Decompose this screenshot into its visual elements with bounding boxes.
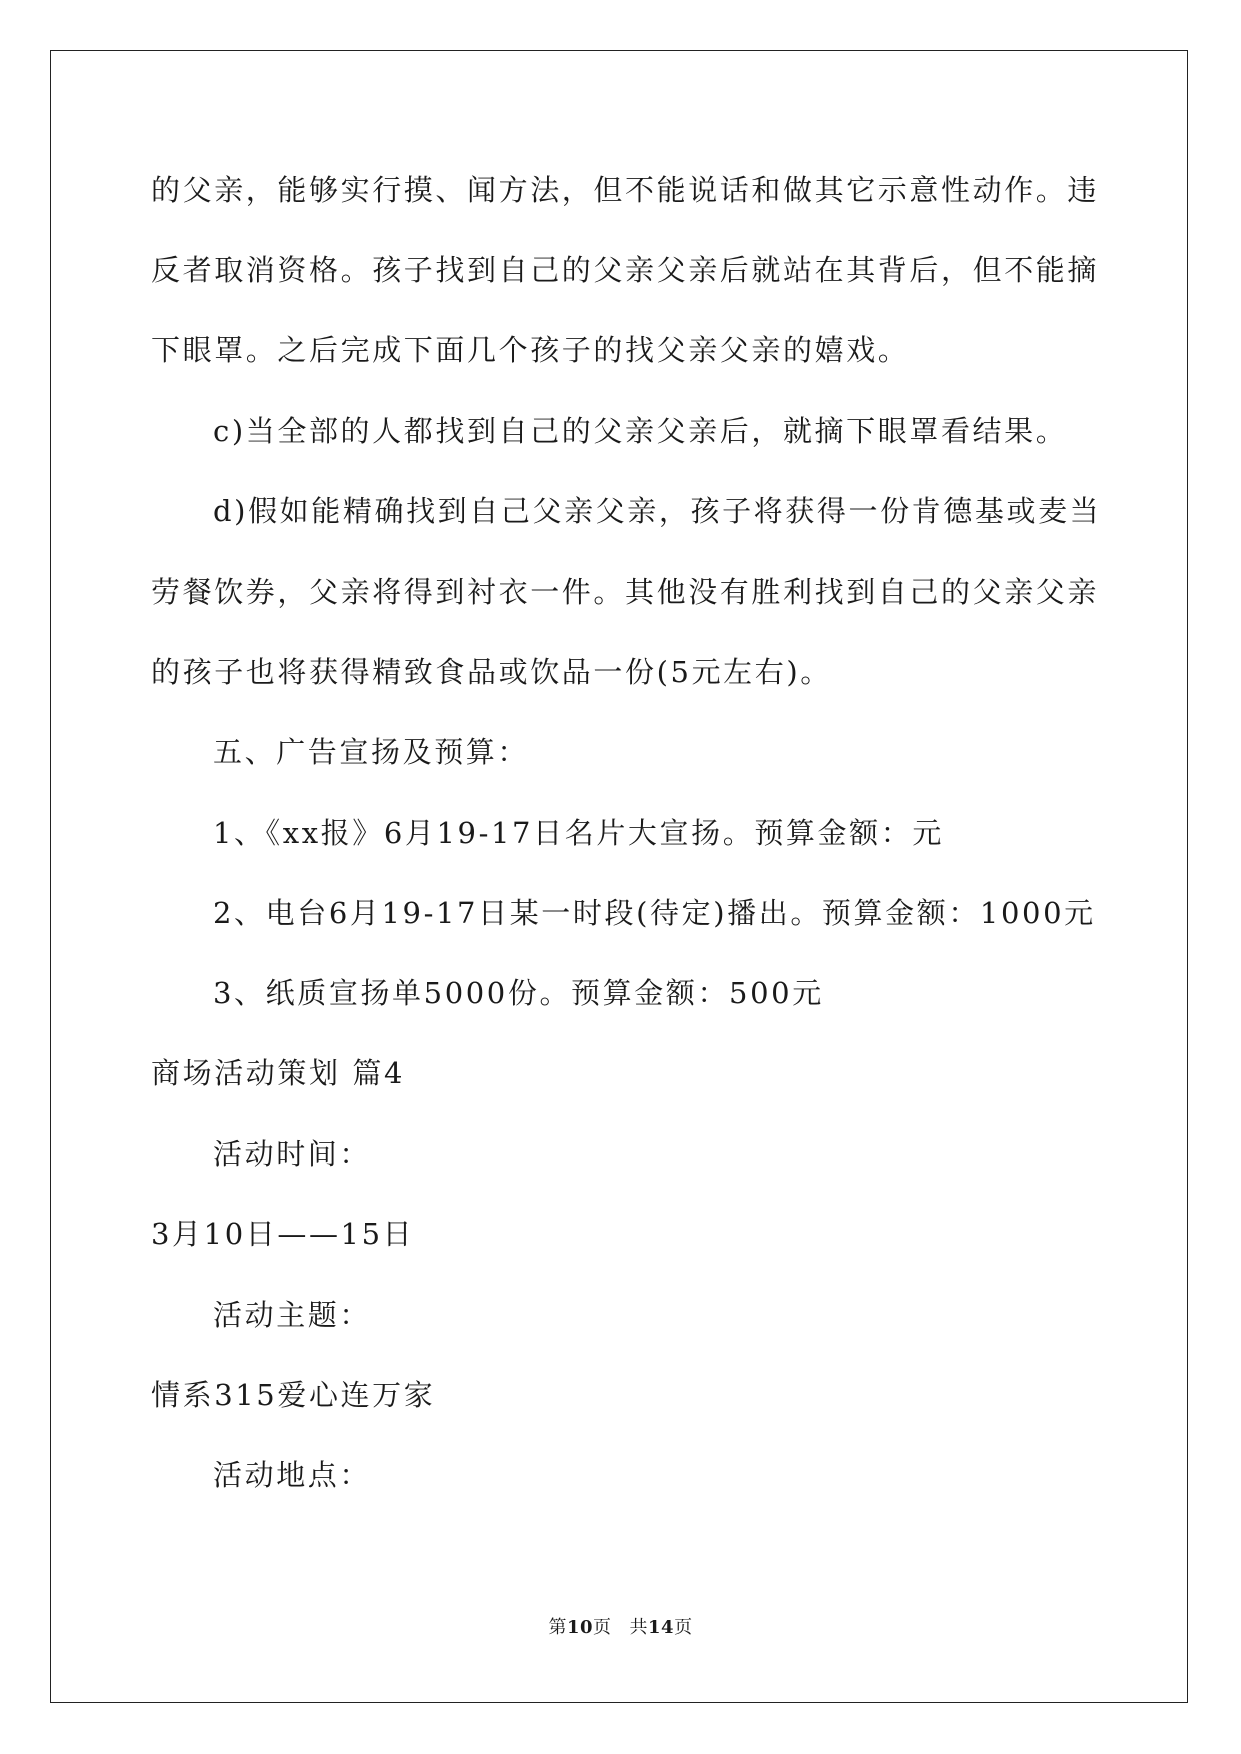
footer-total-word: 页 (674, 1617, 693, 1638)
body-text-line: c)当全部的人都找到自己的父亲父亲后，就摘下眼罩看结果。 (213, 414, 1068, 448)
body-text-line: 劳餐饮券，父亲将得到衬衣一件。其他没有胜利找到自己的父亲父亲 (151, 575, 1100, 609)
body-text-line: 的孩子也将获得精致食品或饮品一份(5元左右)。 (151, 655, 832, 689)
footer-current-page: 10 (566, 1617, 593, 1638)
list-item: 3、纸质宣扬单5000份。预算金额：500元 (213, 976, 824, 1010)
list-item: 2、电台6月19-17日某一时段(待定)播出。预算金额：1000元 (213, 896, 1096, 930)
body-text-line: 下眼罩。之后完成下面几个孩子的找父亲父亲的嬉戏。 (151, 333, 910, 367)
body-text-line: 的父亲，能够实行摸、闻方法，但不能说话和做其它示意性动作。违 (151, 173, 1100, 207)
body-text-line: 反者取消资格。孩子找到自己的父亲父亲后就站在其背后，但不能摘 (151, 253, 1100, 287)
chapter-heading: 商场活动策划 篇4 (151, 1056, 406, 1090)
field-value: 情系315爱心连万家 (151, 1378, 436, 1412)
field-label: 活动主题： (213, 1298, 372, 1332)
footer-total-prefix: 共 (629, 1617, 648, 1638)
page-footer (0, 1616, 1241, 1640)
section-heading: 五、广告宣扬及预算： (213, 735, 530, 769)
field-label: 活动地点： (213, 1458, 372, 1492)
body-text-line: d)假如能精确找到自己父亲父亲，孩子将获得一份肯德基或麦当 (213, 494, 1102, 528)
footer-prefix: 第 (548, 1617, 567, 1638)
field-value: 3月10日——15日 (151, 1217, 415, 1251)
footer-total-pages: 14 (648, 1617, 675, 1638)
footer-page-word: 页 (593, 1617, 612, 1638)
list-item: 1、《xx报》6月19-17日名片大宣扬。预算金额：元 (213, 816, 944, 850)
field-label: 活动时间： (213, 1137, 372, 1171)
